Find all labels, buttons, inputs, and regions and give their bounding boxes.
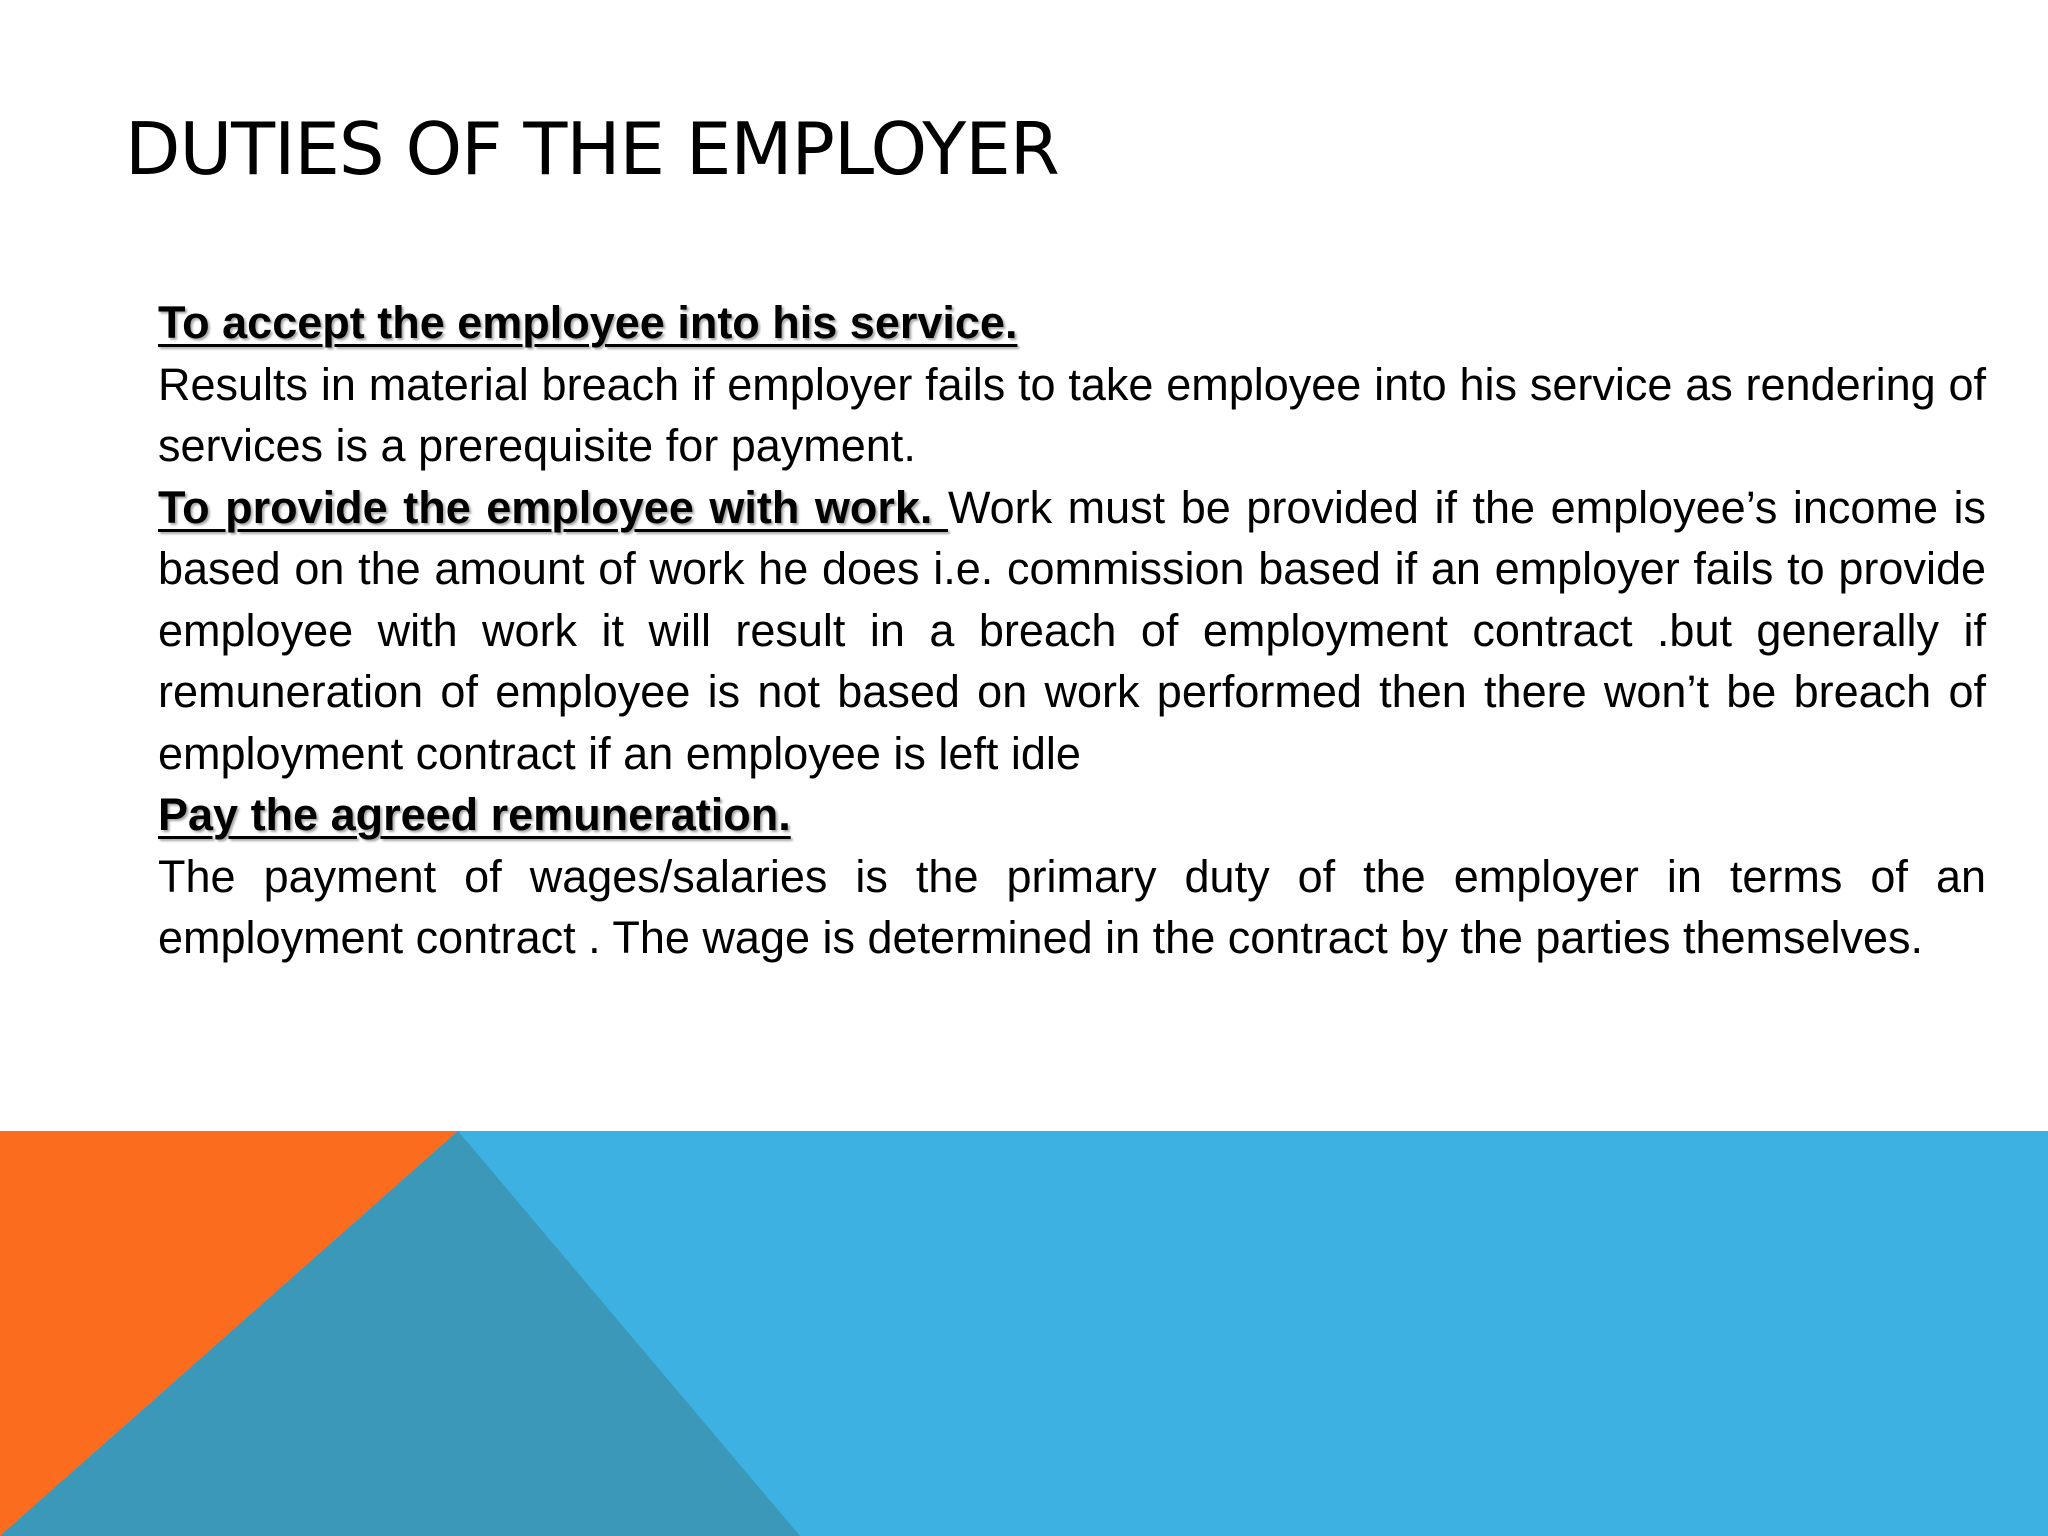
- slide-body: [158, 292, 1986, 969]
- section-1-heading: To accept the employee into his service.: [158, 297, 1018, 348]
- section-1: [158, 292, 1986, 354]
- decorative-footer-band: [0, 1131, 2048, 1536]
- decorative-footer-shapes: [0, 1131, 2048, 1536]
- section-2-text: Work must be provided if the employee’s income is based on the amount of work he does i.e. commission based if an employer fails to provide employee with work it will result in a breach of employment contract .but generally if remuneration of employee is not based on work performed then there won’t be breach of employment contract if an employee is left idle: [158, 481, 1986, 779]
- section-1-text: Results in material breach if employer fails to take employee into his service as rendering of services is a prerequisite for payment.: [158, 358, 1986, 471]
- section-3: [158, 784, 1986, 846]
- slide-title: DUTIES OF THE EMPLOYER: [125, 107, 1059, 191]
- section-3-text: The payment of wages/salaries is the primary duty of the employer in terms of an employment contract . The wage is determined in the contract by the parties themselves.: [158, 850, 1986, 963]
- section-2-heading: To provide the employee with work.: [158, 481, 948, 533]
- section-3-heading: Pay the agreed remuneration.: [158, 789, 791, 840]
- section-2: [158, 477, 1986, 785]
